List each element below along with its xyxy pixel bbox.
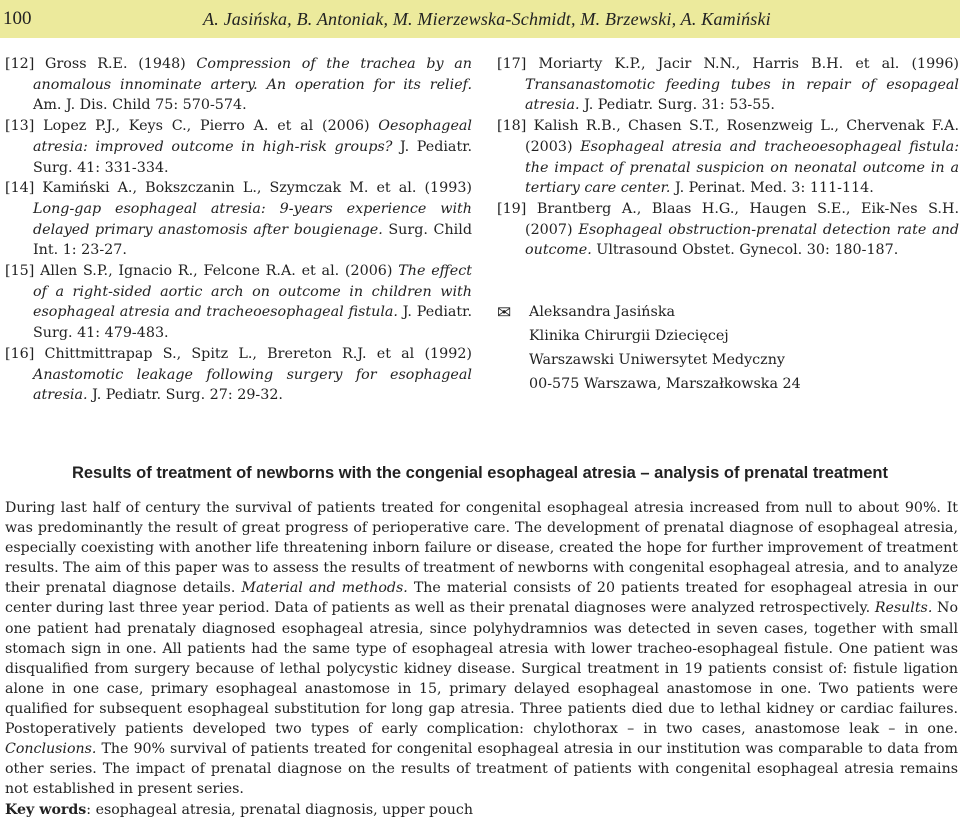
- reference-authors: [14] Kamiński A., Bokszczanin L., Szymczak M. et al. (1993): [5, 180, 472, 197]
- abstract-title: Results of treatment of newborns with the congenial esophageal atresia – analysis of prenatal treatment: [71, 464, 889, 482]
- reference-item: [5, 116, 472, 178]
- reference-source: J. Pediatr. Surg. 31: 53-55.: [579, 97, 775, 114]
- keywords-text: : esophageal atresia, prenatal diagnosis, upper pouch: [86, 802, 473, 818]
- reference-source: J. Perinat. Med. 3: 111-114.: [670, 180, 874, 197]
- abstract-text: The 90% survival of patients treated for congenital esophageal atresia in our institution was comparable to data from other series. The impact of prenatal diagnose on the results of treatment of patients with congenital esophageal atresia remains not established in present series.: [5, 741, 958, 798]
- reference-authors: [15] Allen S.P., Ignacio R., Felcone R.A. et al. (2006): [5, 263, 399, 280]
- reference-title: Oesophageal atresia: improved outcome in high-risk groups?: [33, 118, 472, 155]
- reference-item: [5, 178, 472, 261]
- abstract-section-heading: Material and methods.: [241, 580, 408, 597]
- keywords-label: Key words: [5, 802, 87, 818]
- reference-source: J. Pediatr. Surg. 41: 479-483.: [33, 304, 472, 342]
- reference-item: [5, 344, 472, 406]
- reference-title: Long-gap esophageal atresia: 9-years experience with delayed primary anastomosis after bougienage.: [33, 200, 472, 238]
- reference-title: Transanastomotic feeding tubes in repair of esopageal atresia.: [525, 76, 959, 114]
- reference-title: Compression of the trachea by an anomalous innominate artery. An operation for its relief.: [33, 56, 472, 93]
- abstract-section-heading: Conclusions.: [5, 741, 97, 758]
- reference-title: Esophageal obstruction-prenatal detection rate and outcome.: [525, 221, 959, 259]
- abstract-text: During last half of century the survival of patients treated for congenital esophageal atresia increased from null to about 90%. It was predominantly the result of great progress of perioperative care. The development of prenatal diagnose of esophageal atresia, especially coexisting with another life threatening inborn failure or disease, created the hope for further improvement of treatment results. The aim of this paper was to assess the results of treatment of newborns with congenital esophageal atresia, and to analyze their prenatal diagnose details.: [5, 500, 958, 597]
- abstract-body: [5, 498, 958, 799]
- reference-source: J. Pediatr. Surg. 27: 29-32.: [87, 387, 283, 404]
- reference-source: Surg. Child Int. 1: 23-27.: [33, 221, 472, 259]
- contact-institution: Warszawski Uniwersytet Medyczny: [529, 352, 785, 368]
- reference-authors: [17] Moriarty K.P., Jacir N.N., Harris B.H. et al. (1996): [497, 56, 959, 72]
- contact-name: Aleksandra Jasińska: [529, 304, 676, 320]
- abstract-section-heading: Results.: [874, 600, 933, 617]
- reference-title: Esophageal atresia and tracheoesophageal fistula: the impact of prenatal suspicion on neonatal outcome in a tertiary care center.: [525, 138, 960, 197]
- references-left-column: [5, 54, 472, 406]
- reference-source: Ultrasound Obstet. Gynecol. 30: 180-187.: [591, 242, 899, 259]
- abstract-text: No one patient had prenataly diagnosed esophageal atresia, since polyhydramnios was detected in seven cases, together with small stomach sign in one. All patients had the same type of esophageal atresia with lower tracheo-esophageal fistule. One patient was disqualified from surgery because of lethal polycystic kidney disease. Surgical treatment in 19 patients consist of: fistule ligation alone in one case, primary esophageal anastomose in 15, primary delayed esophageal anastomose in one. Two patients were qualified for subsequent esophageal substitution for long gap atresia. Three patients died due to lethal kidney or cardiac failures. Postoperatively patients developed two types of early complication: chylothorax – in two cases, anastomose leak – in one.: [5, 600, 959, 738]
- reference-authors: [13] Lopez P.J., Keys C., Pierro A. et al (2006): [5, 118, 379, 135]
- reference-authors: [16] Chittmittrapap S., Spitz L., Brereton R.J. et al (1992): [5, 345, 472, 362]
- reference-authors: [18] Kalish R.B., Chasen S.T., Rosenzweig L., Chervenak F.A. (2003): [497, 118, 959, 155]
- reference-title: The effect of a right-sided aortic arch on outcome in children with esophageal atresia and tracheoesophageal fistula.: [33, 263, 472, 321]
- references-right-column: [497, 54, 959, 261]
- reference-source: Am. J. Dis. Child 75: 570-574.: [33, 97, 247, 114]
- envelope-icon: ✉: [497, 303, 512, 323]
- running-header: [0, 0, 960, 38]
- reference-title: Anastomotic leakage following surgery for esophageal atresia.: [33, 366, 472, 404]
- page-number: 100: [3, 8, 32, 29]
- contact-address: 00-575 Warszawa, Marszałkowska 24: [529, 376, 801, 392]
- reference-item: [5, 261, 472, 344]
- reference-item: [5, 54, 472, 116]
- keywords: [5, 800, 958, 820]
- reference-authors: [12] Gross R.E. (1948): [5, 56, 197, 72]
- reference-item: [497, 199, 959, 261]
- running-authors: A. Jasińska, B. Antoniak, M. Mierzewska-Schmidt, M. Brzewski, A. Kamiński: [203, 8, 771, 29]
- correspondence-address: [497, 300, 957, 396]
- contact-department: Klinika Chirurgii Dziecięcej: [529, 328, 729, 344]
- reference-source: J. Pediatr. Surg. 41: 331-334.: [33, 138, 472, 176]
- reference-item: [497, 116, 959, 199]
- reference-authors: [19] Brantberg A., Blaas H.G., Haugen S.E., Eik-Nes S.H. (2007): [497, 200, 959, 238]
- abstract-text: The material consists of 20 patients treated for esophageal atresia in our center during last three year period. Data of patients as well as their prenatal diagnoses were analyzed retrospectively.: [5, 580, 958, 617]
- reference-item: [497, 54, 959, 116]
